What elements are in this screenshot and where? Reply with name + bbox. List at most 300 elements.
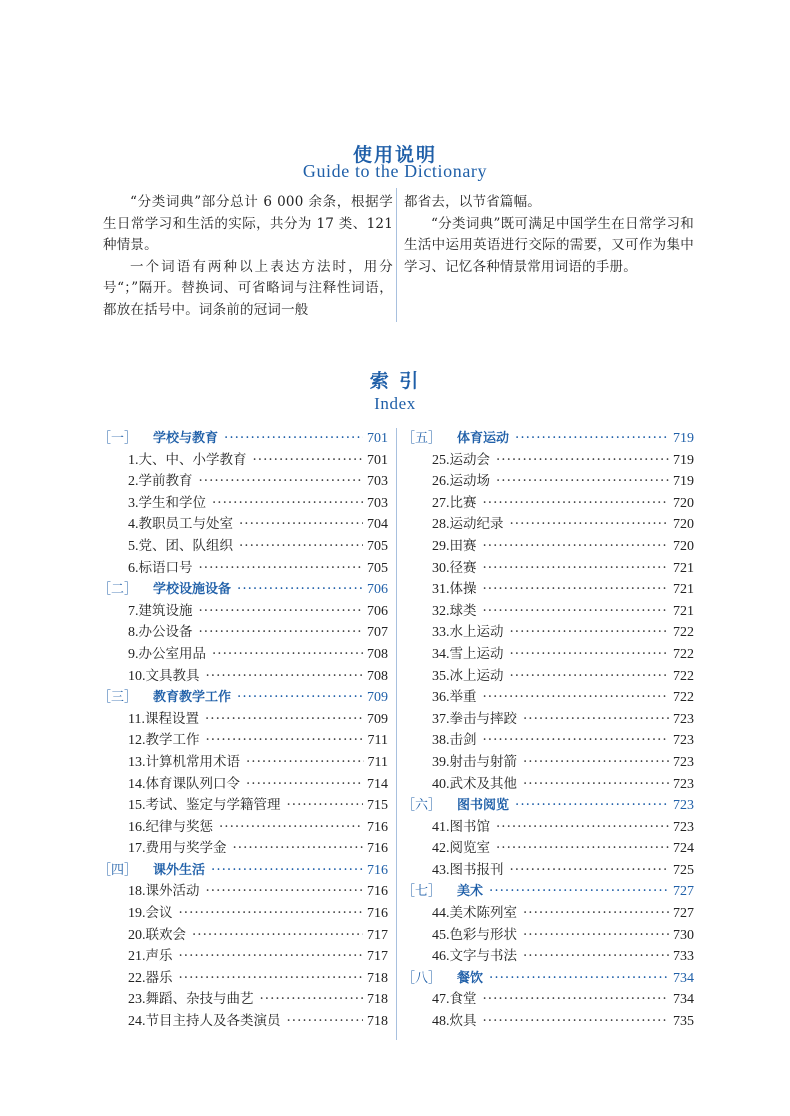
entry-label: 教职员工与处室 (138, 516, 233, 533)
entry-label: 党、团、队组织 (138, 537, 233, 554)
entry-text (402, 925, 517, 947)
entry-text (402, 730, 477, 752)
index-entry-row[interactable] (98, 752, 388, 774)
entry-label: 建筑设施 (138, 602, 193, 619)
page-number: 734 (673, 992, 694, 1008)
category-text (98, 579, 231, 601)
index-entry-row[interactable] (402, 579, 694, 601)
dot-leader (287, 1011, 364, 1033)
index-entry-row[interactable] (402, 558, 694, 580)
entry-label: 文具教具 (145, 667, 200, 684)
dot-leader (179, 903, 364, 925)
entry-number: 42. (432, 841, 450, 857)
index-entry-row[interactable] (402, 514, 694, 536)
entry-number: 41. (432, 819, 450, 835)
index-entry-row[interactable] (402, 622, 694, 644)
entry-number: 36. (432, 690, 450, 706)
index-entry-row[interactable] (98, 709, 388, 731)
category-label: 学校设施设备 (153, 582, 232, 598)
entry-label: 举重 (449, 689, 477, 706)
entry-number: 28. (432, 517, 450, 533)
entry-number: 31. (432, 582, 450, 598)
entry-text (402, 1011, 477, 1033)
dot-leader (483, 579, 670, 601)
entry-label: 标语口号 (138, 559, 193, 576)
index-entry-row[interactable] (98, 601, 388, 623)
entry-text (402, 989, 477, 1011)
page-number: 723 (673, 798, 694, 814)
dot-leader (246, 774, 363, 796)
index-entry-row[interactable] (402, 644, 694, 666)
entry-label: 美术陈列室 (449, 905, 517, 922)
entry-text (402, 752, 517, 774)
index-entry-row[interactable] (402, 709, 694, 731)
dot-leader (496, 838, 669, 860)
index-entry-row[interactable] (98, 493, 388, 515)
index-entry-row[interactable] (98, 946, 388, 968)
page-number: 722 (673, 668, 694, 684)
guide-paragraph-1: “分类词典”部分总计 6 000 余条，根据学生日常学习和生活的实际，共分为 17 类、121 种情景。 (103, 194, 393, 253)
dot-leader (515, 795, 669, 817)
entry-number: 3. (128, 495, 139, 511)
index-entry-row[interactable] (98, 774, 388, 796)
page-number: 705 (367, 538, 388, 554)
entry-number: 38. (432, 733, 450, 749)
entry-text (402, 946, 517, 968)
entry-text (98, 730, 200, 752)
entry-label: 课外活动 (145, 883, 200, 900)
index-right-column (402, 428, 694, 1033)
entry-label: 会议 (145, 905, 173, 922)
index-category-row[interactable] (98, 579, 388, 601)
entry-label: 办公设备 (138, 624, 193, 641)
entry-number: 7. (128, 603, 139, 619)
entry-text (98, 881, 200, 903)
category-label: 体育运动 (457, 431, 510, 446)
dot-leader (206, 730, 364, 752)
entry-text (402, 514, 504, 536)
entry-number: 18. (128, 884, 146, 900)
page-number: 730 (673, 927, 694, 943)
category-number: ［一］ (98, 431, 138, 446)
page-number: 703 (367, 474, 388, 490)
page-number: 705 (367, 560, 388, 576)
entry-label: 径赛 (449, 559, 477, 576)
index-category-row[interactable] (402, 428, 694, 450)
entry-label: 阅览室 (449, 840, 490, 857)
category-label: 学校与教育 (153, 431, 219, 446)
index-entry-row[interactable] (402, 471, 694, 493)
entry-text (402, 601, 477, 623)
page-number: 717 (367, 927, 388, 943)
dot-leader (260, 989, 364, 1011)
entry-number: 23. (128, 992, 146, 1008)
page-number: 723 (673, 733, 694, 749)
entry-text (98, 558, 193, 580)
entry-text (402, 536, 477, 558)
dot-leader (510, 666, 670, 688)
index-entry-row[interactable] (98, 514, 388, 536)
dot-leader (523, 752, 669, 774)
page-number: 714 (367, 776, 388, 792)
entry-label: 纪律与奖惩 (145, 818, 213, 835)
page-number: 733 (673, 949, 694, 965)
entry-number: 47. (432, 992, 450, 1008)
entry-text (98, 471, 193, 493)
dot-leader (179, 946, 364, 968)
entry-number: 39. (432, 754, 450, 770)
dot-leader (510, 860, 670, 882)
entry-label: 考试、鉴定与学籍管理 (145, 797, 281, 814)
dot-leader (246, 752, 364, 774)
page-number: 717 (367, 949, 388, 965)
dot-leader (192, 925, 363, 947)
entry-number: 48. (432, 1014, 450, 1030)
category-text (98, 687, 231, 709)
category-label: 餐饮 (457, 970, 484, 986)
category-text (402, 428, 509, 450)
page-number: 720 (673, 495, 694, 511)
entry-number: 5. (128, 538, 139, 554)
index-entry-row[interactable] (402, 925, 694, 947)
dot-leader (510, 622, 670, 644)
dot-leader (219, 817, 363, 839)
entry-label: 大、中、小学教育 (138, 451, 247, 468)
guide-column-divider (396, 188, 397, 322)
index-category-row[interactable] (98, 860, 388, 882)
index-entry-row[interactable] (402, 774, 694, 796)
entry-number: 22. (128, 970, 146, 986)
entry-label: 水上运动 (449, 624, 504, 641)
index-category-row[interactable] (98, 687, 388, 709)
page-number: 708 (367, 646, 388, 662)
entry-text (402, 860, 504, 882)
dot-leader (233, 838, 364, 860)
entry-label: 办公室用品 (138, 645, 206, 662)
page-number: 708 (367, 668, 388, 684)
entry-number: 4. (128, 517, 139, 533)
entry-number: 35. (432, 668, 450, 684)
entry-number: 16. (128, 819, 146, 835)
page-number: 719 (673, 474, 694, 490)
dot-leader (287, 795, 364, 817)
index-entry-row[interactable] (98, 881, 388, 903)
dot-leader (206, 666, 364, 688)
dot-leader (239, 514, 363, 536)
entry-label: 运动会 (449, 451, 490, 468)
entry-number: 2. (128, 474, 139, 490)
guide-left-column (103, 192, 393, 321)
entry-text (402, 666, 504, 688)
dot-leader (523, 709, 669, 731)
page-number: 723 (673, 754, 694, 770)
category-text (98, 860, 205, 882)
dot-leader (496, 471, 669, 493)
index-entry-row[interactable] (402, 730, 694, 752)
guide-title-en: Guide to the Dictionary (302, 161, 488, 181)
index-entry-row[interactable] (98, 644, 388, 666)
index-entry-row[interactable] (402, 1011, 694, 1033)
entry-text (98, 989, 254, 1011)
page-number: 706 (367, 582, 388, 598)
entry-number: 15. (128, 798, 146, 814)
page-number: 704 (367, 517, 388, 533)
entry-text (98, 925, 186, 947)
dot-leader (483, 989, 670, 1011)
index-entry-row[interactable] (402, 536, 694, 558)
entry-number: 40. (432, 776, 450, 792)
page-number: 711 (367, 733, 388, 749)
entry-label: 图书报刊 (449, 861, 504, 878)
index-category-row[interactable] (402, 968, 694, 990)
entry-number: 26. (432, 474, 450, 490)
entry-number: 14. (128, 776, 146, 792)
page-number: 720 (673, 538, 694, 554)
dot-leader (510, 644, 670, 666)
dot-leader (199, 601, 364, 623)
index-entry-row[interactable] (402, 752, 694, 774)
entry-label: 学生和学位 (138, 494, 206, 511)
category-text (402, 968, 483, 990)
category-label: 教育教学工作 (153, 690, 232, 706)
dot-leader (199, 622, 364, 644)
dot-leader (211, 860, 363, 882)
index-category-row[interactable] (98, 428, 388, 450)
page-number: 721 (673, 582, 694, 598)
dot-leader (237, 687, 363, 709)
dot-leader (212, 644, 363, 666)
index-entry-row[interactable] (402, 903, 694, 925)
entry-number: 44. (432, 906, 450, 922)
index-entry-row[interactable] (402, 493, 694, 515)
dot-leader (199, 558, 364, 580)
page-number: 723 (673, 711, 694, 727)
entry-number: 11. (128, 711, 145, 727)
guide-paragraph-2-continued: 都省去，以节省篇幅。 (404, 194, 541, 210)
entry-number: 17. (128, 841, 146, 857)
page-number: 721 (673, 603, 694, 619)
entry-text (98, 666, 200, 688)
dot-leader (212, 493, 363, 515)
index-entry-row[interactable] (98, 450, 388, 472)
page-number: 716 (367, 819, 388, 835)
entry-label: 雪上运动 (449, 645, 504, 662)
page-number: 722 (673, 646, 694, 662)
entry-text (402, 471, 490, 493)
entry-label: 课程设置 (144, 710, 199, 727)
guide-title-cn: 使用说明 (352, 144, 437, 166)
entry-label: 声乐 (145, 948, 173, 965)
entry-label: 器乐 (145, 969, 173, 986)
dot-leader (483, 536, 670, 558)
dot-leader (205, 709, 363, 731)
page-number: 707 (367, 625, 388, 641)
dot-leader (496, 817, 669, 839)
page-number: 735 (673, 1014, 694, 1030)
index-entry-row[interactable] (98, 666, 388, 688)
category-number: ［五］ (402, 431, 442, 446)
entry-text (402, 450, 490, 472)
page-number: 734 (673, 970, 694, 986)
page-number: 727 (673, 884, 694, 900)
index-entry-row[interactable] (402, 666, 694, 688)
dot-leader (483, 558, 670, 580)
page-number: 719 (673, 431, 694, 446)
page-number: 718 (367, 970, 388, 986)
entry-text (98, 536, 233, 558)
index-entry-row[interactable] (98, 730, 388, 752)
index-column-divider (396, 428, 397, 1040)
entry-text (98, 795, 281, 817)
page-number: 715 (367, 798, 388, 814)
page-number: 718 (367, 992, 388, 1008)
index-entry-row[interactable] (402, 946, 694, 968)
entry-text (402, 774, 517, 796)
page-number: 727 (673, 906, 694, 922)
entry-label: 食堂 (449, 991, 477, 1008)
entry-text (402, 709, 517, 731)
index-entry-row[interactable] (98, 536, 388, 558)
entry-text (402, 579, 477, 601)
dot-leader (483, 687, 670, 709)
dot-leader (224, 428, 363, 450)
entry-number: 33. (432, 625, 450, 641)
category-label: 图书阅览 (457, 798, 510, 814)
page-number: 725 (673, 862, 694, 878)
index-entry-row[interactable] (98, 817, 388, 839)
entry-label: 拳击与摔跤 (449, 710, 517, 727)
entry-label: 色彩与形状 (449, 926, 517, 943)
index-entry-row[interactable] (98, 622, 388, 644)
index-entry-row[interactable] (402, 860, 694, 882)
entry-text (402, 493, 477, 515)
dot-leader (237, 579, 363, 601)
index-entry-row[interactable] (402, 687, 694, 709)
index-entry-row[interactable] (98, 925, 388, 947)
page-number: 718 (367, 1014, 388, 1030)
entry-label: 比赛 (449, 494, 477, 511)
entry-text (98, 709, 199, 731)
entry-number: 43. (432, 862, 450, 878)
dot-leader (489, 968, 669, 990)
entry-number: 25. (432, 452, 450, 468)
category-text (402, 881, 483, 903)
entry-label: 图书馆 (449, 818, 490, 835)
entry-label: 计算机常用术语 (145, 753, 240, 770)
page-number: 722 (673, 690, 694, 706)
entry-text (402, 644, 504, 666)
entry-text (98, 514, 233, 536)
entry-label: 节目主持人及各类演员 (145, 1013, 281, 1030)
index-entry-row[interactable] (402, 817, 694, 839)
index-entry-row[interactable] (98, 903, 388, 925)
entry-label: 武术及其他 (449, 775, 517, 792)
entry-label: 文字与书法 (449, 948, 517, 965)
index-category-row[interactable] (402, 795, 694, 817)
entry-label: 费用与奖学金 (145, 840, 227, 857)
entry-number: 45. (432, 927, 450, 943)
dot-leader (483, 493, 670, 515)
page-number: 724 (673, 841, 694, 857)
dot-leader (179, 968, 364, 990)
entry-label: 联欢会 (145, 926, 186, 943)
entry-text (402, 687, 477, 709)
index-entry-row[interactable] (402, 989, 694, 1011)
category-text (98, 428, 218, 450)
entry-label: 教学工作 (145, 732, 200, 749)
entry-text (98, 752, 240, 774)
entry-label: 田赛 (449, 537, 477, 554)
index-entry-row[interactable] (98, 968, 388, 990)
entry-label: 冰上运动 (449, 667, 504, 684)
category-number: ［三］ (98, 690, 138, 706)
entry-number: 34. (432, 646, 450, 662)
guide-paragraph-3: “分类词典”既可满足中国学生在日常学习和生活中运用英语进行交际的需要，又可作为集中学习、记忆各种情景常用词语的手册。 (404, 215, 694, 275)
index-entry-row[interactable] (98, 795, 388, 817)
entry-text (98, 968, 173, 990)
dot-leader (523, 903, 669, 925)
entry-label: 射击与射箭 (449, 753, 517, 770)
page-number: 701 (367, 431, 388, 446)
entry-number: 8. (128, 625, 139, 641)
index-entry-row[interactable] (98, 471, 388, 493)
page-number: 703 (367, 495, 388, 511)
page-number: 701 (367, 452, 388, 468)
entry-number: 6. (128, 560, 139, 576)
entry-number: 29. (432, 538, 450, 554)
guide-right-column (404, 192, 694, 278)
category-text (402, 795, 509, 817)
index-entry-row[interactable] (98, 1011, 388, 1033)
page-number: 716 (367, 906, 388, 922)
page-number: 719 (673, 452, 694, 468)
entry-text (98, 493, 206, 515)
entry-text (402, 817, 490, 839)
entry-label: 体操 (449, 581, 477, 598)
entry-text (98, 601, 193, 623)
index-entry-row[interactable] (98, 989, 388, 1011)
entry-number: 37. (432, 711, 450, 727)
category-label: 课外生活 (153, 862, 206, 878)
page-number: 706 (367, 603, 388, 619)
index-entry-row[interactable] (98, 558, 388, 580)
entry-number: 20. (128, 927, 146, 943)
entry-text (98, 903, 173, 925)
dot-leader (515, 428, 669, 450)
page-number: 716 (367, 862, 388, 878)
index-category-row[interactable] (402, 881, 694, 903)
entry-number: 19. (128, 906, 146, 922)
entry-label: 击剑 (449, 732, 477, 749)
guide-paragraph-2: 一个词语有两种以上表达方法时，用分号“；”隔开。替换词、可省略词与注释性词语，都放在括号中。词条前的冠词一般 (103, 258, 393, 318)
entry-number: 30. (432, 560, 450, 576)
entry-number: 10. (128, 668, 146, 684)
dot-leader (523, 946, 669, 968)
index-entry-row[interactable] (402, 450, 694, 472)
index-entry-row[interactable] (402, 601, 694, 623)
page-number: 711 (367, 754, 388, 770)
entry-label: 体育课队列口令 (145, 775, 240, 792)
page-number: 723 (673, 776, 694, 792)
entry-label: 球类 (449, 602, 477, 619)
index-entry-row[interactable] (98, 838, 388, 860)
entry-text (98, 644, 206, 666)
page-number: 722 (673, 625, 694, 641)
index-entry-row[interactable] (402, 838, 694, 860)
dot-leader (523, 774, 669, 796)
index-left-column (98, 428, 388, 1033)
category-number: ［四］ (98, 862, 138, 878)
